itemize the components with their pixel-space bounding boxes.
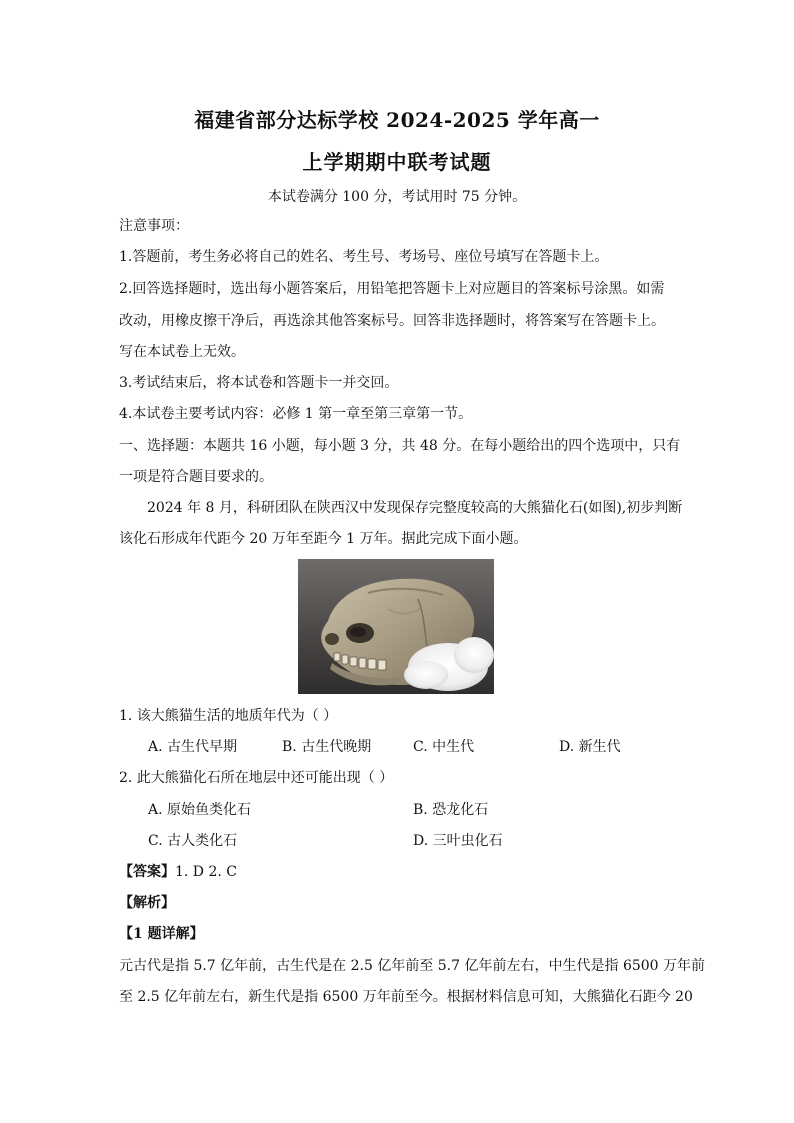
q1-option-a[interactable]: A. 古生代早期: [148, 739, 238, 755]
notice-item-2c: 写在本试卷上无效。: [119, 344, 245, 360]
notice-item-4: 4.本试卷主要考试内容：必修 1 第一章至第三章第一节。: [119, 406, 473, 422]
q1-option-b[interactable]: B. 古生代晚期: [282, 739, 372, 755]
analysis-line-2: 至 2.5 亿年前左右，新生代是指 6500 万年前至今。根据材料信息可知，大熊猫化石距今 20: [119, 989, 693, 1005]
q2-option-a[interactable]: A. 原始鱼类化石: [148, 802, 252, 818]
answer-label: 【答案】: [119, 864, 175, 880]
analysis-label: 【解析】: [119, 895, 175, 911]
answer-text: 1. D 2. C: [175, 864, 238, 880]
title-line1: 福建省部分达标学校 2024-2025 学年高一: [194, 108, 600, 132]
q1-option-c[interactable]: C. 中生代: [413, 739, 475, 755]
analysis-line-1: 元古代是指 5.7 亿年前，古生代是在 2.5 亿年前至 5.7 亿年前左右，中生代是指 6500 万年前: [119, 958, 706, 974]
section1-heading-b: 一项是符合题目要求的。: [119, 469, 273, 485]
q2-option-b[interactable]: B. 恐龙化石: [413, 802, 489, 818]
notice-item-2a: 2.回答选择题时，选出每小题答案后，用铅笔把答题卡上对应题目的答案标号涂黑。如需: [119, 281, 665, 297]
passage-line-b: 该化石形成年代距今 20 万年至距今 1 万年。据此完成下面小题。: [119, 531, 528, 547]
section1-heading-a: 一、选择题：本题共 16 小题，每小题 3 分，共 48 分。在每小题给出的四个选项中，只有: [119, 438, 681, 454]
notice-heading: 注意事项：: [119, 218, 189, 234]
passage-line-a: 2024 年 8 月，科研团队在陕西汉中发现保存完整度较高的大熊猫化石(如图),初步判断: [147, 500, 683, 516]
notice-item-2b: 改动，用橡皮擦干净后，再选涂其他答案标号。回答非选择题时，将答案写在答题卡上。: [119, 313, 665, 329]
title-line2: 上学期期中联考试题: [302, 150, 492, 174]
notice-item-3: 3.考试结束后，将本试卷和答题卡一并交回。: [119, 375, 399, 391]
exam-subtitle: 本试卷满分 100 分，考试用时 75 分钟。: [267, 189, 527, 205]
q1-stem: 1. 该大熊猫生活的地质年代为（ ）: [119, 708, 338, 724]
q1-analysis-label: 【1 题详解】: [119, 926, 204, 942]
notice-item-1: 1.答题前，考生务必将自己的姓名、考生号、考场号、座位号填写在答题卡上。: [119, 249, 609, 265]
q2-option-c[interactable]: C. 古人类化石: [148, 833, 238, 849]
q2-option-d[interactable]: D. 三叶虫化石: [413, 833, 503, 849]
answer-line: [119, 862, 237, 882]
panda-fossil-photo: [298, 559, 494, 694]
q2-stem: 2. 此大熊猫化石所在地层中还可能出现（ ）: [119, 770, 394, 786]
q1-option-d[interactable]: D. 新生代: [559, 739, 621, 755]
